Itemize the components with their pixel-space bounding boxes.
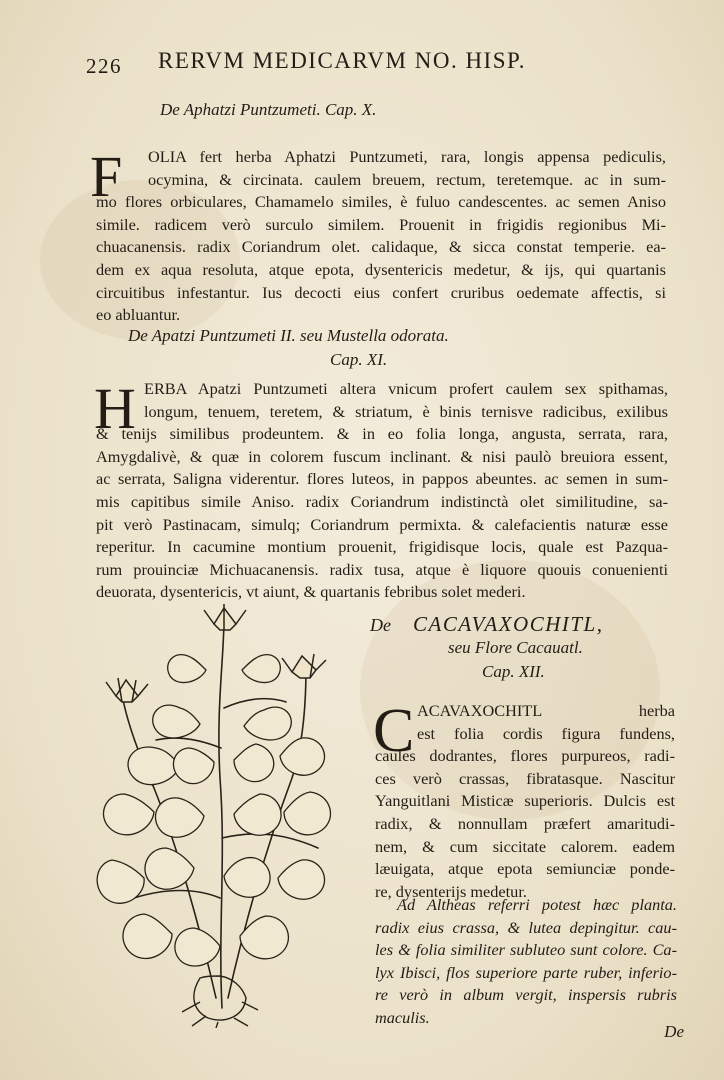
text-line: læuigata, atque epota semiunciæ ponde- bbox=[375, 859, 675, 879]
chapter-12-title-line3: Cap. XII. bbox=[482, 662, 545, 681]
catchword: De bbox=[664, 1022, 684, 1041]
text-line: pit verò Pastinacam, simulq; Coriandrum permixta. & calefacientis naturæ esse bbox=[96, 514, 668, 534]
chapter-11-dropcap: H bbox=[94, 376, 136, 441]
chapter-12-title-de: De bbox=[370, 615, 391, 635]
chapter-10-dropcap: F bbox=[90, 144, 123, 209]
chapter-12-title: CACAVAXOCHITL, bbox=[413, 612, 604, 636]
woodcut-plant-illustration bbox=[96, 598, 346, 1028]
text-line: ERBA Apatzi Puntzumeti altera vnicum profert caulem sex spithamas, bbox=[144, 379, 668, 398]
text-line: est folia cordis figura fundens, bbox=[417, 723, 675, 743]
text-line: mis capitibus simile Aniso. radix Coriandrum indistinctà olet similitudine, sa- bbox=[96, 491, 668, 511]
text-line: longum, tenuem, teretem, & striatum, è binis ternisve radicibus, exilibus bbox=[144, 401, 668, 421]
chapter-10-title: De Aphatzi Puntzumeti. Cap. X. bbox=[160, 100, 377, 119]
text-line: deuorata, dysentericis, vt aiunt, & quartanis febribus solet mederi. bbox=[96, 582, 526, 602]
text-line: ocymina, & circinata. caulem breuem, rectum, teretemque. ac in sum- bbox=[148, 169, 666, 189]
text-line: ac serrata, Saligna viderentur. flores luteos, in pappos abeuntes. ac semen in sum- bbox=[96, 469, 668, 489]
text-line: Ad Altheas referri potest hæc planta. bbox=[397, 895, 677, 914]
text-line: radix, & nonnullam præfert amaritudi- bbox=[375, 813, 675, 833]
text-line: mo flores orbiculares, Chamamelo similes, è fuluo candescentes. ac semen Aniso bbox=[96, 192, 666, 212]
text-line: ACAVAXOCHITL herba bbox=[417, 701, 675, 720]
text-line: dem ex aqua resoluta, atque epota, dysentericis medetur, & ijs, qui quartanis bbox=[96, 259, 666, 279]
text-line: re verò in album vergit, inspersis rubris bbox=[375, 985, 677, 1005]
running-header bbox=[86, 48, 624, 82]
text-line: re, dysenterijs medetur. bbox=[375, 881, 527, 901]
chapter-12-text bbox=[373, 697, 675, 903]
text-line: nem, & cum siccitate calorem. eadem bbox=[375, 836, 675, 856]
text-line: maculis. bbox=[375, 1007, 430, 1027]
text-line: ces verò crassas, fibratasque. Nascitur bbox=[375, 768, 675, 788]
text-line: Amygdalivè, & quæ in colorem fuscum inclinant. & nisi paulò breuiora essent, bbox=[96, 446, 668, 466]
text-line: rum prouinciæ Michuacanensis. radix tusa, atque è liquore quouis conuenienti bbox=[96, 559, 668, 579]
chapter-12-dropcap: C bbox=[373, 697, 415, 765]
text-line: les & folia similiter subluteo sunt colore. Ca- bbox=[375, 940, 677, 960]
chapter-10-text bbox=[96, 146, 666, 327]
text-line: caules dodrantes, flores purpureos, radi- bbox=[375, 746, 675, 766]
chapter-12-title-line2: seu Flore Cacauatl. bbox=[448, 638, 583, 657]
page-number: 226 bbox=[86, 54, 122, 78]
text-line: reperitur. In cacumine montium prouenit, frigidisque locis, quale est Pazqua- bbox=[96, 537, 668, 557]
chapter-11-text bbox=[96, 378, 668, 604]
text-line: lyx Ibisci, flos superiore parte ruber, inferio- bbox=[375, 962, 677, 982]
text-line: simile. radicem verò surculo similem. Prouenit in frigidis regionibus Mi- bbox=[96, 214, 666, 234]
text-line: radix eius crassa, & lutea depingitur. cau- bbox=[375, 917, 677, 937]
chapter-11-subtitle: Cap. XI. bbox=[330, 350, 388, 369]
text-line: circuitibus infestantur. Ius decocti eius confert cruribus oedemate affectis, si bbox=[96, 282, 666, 302]
text-line: OLIA fert herba Aphatzi Puntzumeti, rara, longis appensa pediculis, bbox=[148, 147, 666, 166]
running-title: RERVM MEDICARVM NO. HISP. bbox=[158, 48, 527, 73]
text-line: chuacanensis. radix Coriandrum olet. calidaque, & sicca constat temperie. ea- bbox=[96, 237, 666, 257]
text-line: & tenijs similibus prodeuntem. & in eo folia longa, angusta, serrata, rara, bbox=[96, 424, 668, 444]
text-line: eo abluantur. bbox=[96, 305, 181, 325]
text-line: Yanguitlani Misticæ superioris. Dulcis est bbox=[375, 791, 675, 811]
chapter-11-title: De Apatzi Puntzumeti II. seu Mustella odorata. bbox=[128, 326, 449, 345]
chapter-12-note bbox=[375, 894, 677, 1030]
